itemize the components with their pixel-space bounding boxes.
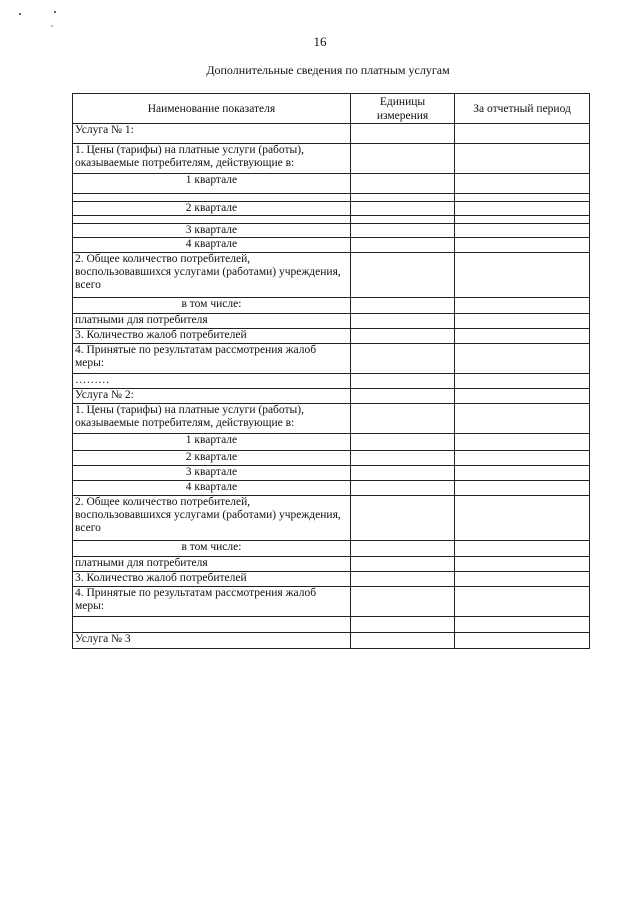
units-cell[interactable]: [350, 434, 454, 451]
reporting-period-cell[interactable]: [455, 481, 590, 496]
units-cell[interactable]: [350, 451, 454, 466]
row-label: [73, 194, 351, 202]
row-label: [73, 216, 351, 224]
row-label: 3 квартале: [73, 224, 351, 238]
row-label: Услуга № 1:: [73, 124, 351, 144]
reporting-period-cell[interactable]: [455, 298, 590, 314]
reporting-period-cell[interactable]: [455, 224, 590, 238]
units-cell[interactable]: [350, 224, 454, 238]
header-reporting-period: За отчетный период: [455, 94, 590, 124]
reporting-period-cell[interactable]: [455, 587, 590, 617]
table-row: [73, 404, 590, 434]
row-label: 4 квартале: [73, 481, 351, 496]
table-row: [73, 224, 590, 238]
reporting-period-cell[interactable]: [455, 344, 590, 374]
table-row: [73, 216, 590, 224]
row-label: 2. Общее количество потребителей, воспользовавшихся услугами (работами) учреждения, всего: [73, 496, 351, 541]
units-cell[interactable]: [350, 496, 454, 541]
row-label: Услуга № 3: [73, 633, 351, 649]
units-cell[interactable]: [350, 572, 454, 587]
reporting-period-cell[interactable]: [455, 572, 590, 587]
row-label: платными для потребителя: [73, 557, 351, 572]
reporting-period-cell[interactable]: [455, 434, 590, 451]
reporting-period-cell[interactable]: [455, 374, 590, 389]
units-cell[interactable]: [350, 587, 454, 617]
units-cell[interactable]: [350, 374, 454, 389]
table-row: [73, 314, 590, 329]
row-label: 4. Принятые по результатам рассмотрения жалоб меры:: [73, 344, 351, 374]
units-cell[interactable]: [350, 216, 454, 224]
table-row: [73, 434, 590, 451]
units-cell[interactable]: [350, 617, 454, 633]
units-cell[interactable]: [350, 253, 454, 298]
table-row: [73, 194, 590, 202]
units-cell[interactable]: [350, 329, 454, 344]
reporting-period-cell[interactable]: [455, 202, 590, 216]
row-label: платными для потребителя: [73, 314, 351, 329]
table-row: [73, 329, 590, 344]
reporting-period-cell[interactable]: [455, 216, 590, 224]
table-body: [73, 124, 590, 649]
table-row: [73, 451, 590, 466]
units-cell[interactable]: [350, 174, 454, 194]
reporting-period-cell[interactable]: [455, 253, 590, 298]
row-label: 3. Количество жалоб потребителей: [73, 572, 351, 587]
reporting-period-cell[interactable]: [455, 541, 590, 557]
reporting-period-cell[interactable]: [455, 329, 590, 344]
units-cell[interactable]: [350, 344, 454, 374]
units-cell[interactable]: [350, 298, 454, 314]
row-label: ………: [73, 374, 351, 389]
table-row: [73, 633, 590, 649]
document-title: Дополнительные сведения по платным услугам: [206, 63, 450, 77]
units-cell[interactable]: [350, 389, 454, 404]
table-row: [73, 298, 590, 314]
units-cell[interactable]: [350, 404, 454, 434]
paid-services-table: [72, 93, 590, 649]
reporting-period-cell[interactable]: [455, 144, 590, 174]
scan-specks: [0, 0, 80, 30]
row-label: 1 квартале: [73, 434, 351, 451]
header-units: Единицы измерения: [350, 94, 454, 124]
reporting-period-cell[interactable]: [455, 314, 590, 329]
reporting-period-cell[interactable]: [455, 174, 590, 194]
row-label: 2. Общее количество потребителей, воспользовавшихся услугами (работами) учреждения, всего: [73, 253, 351, 298]
reporting-period-cell[interactable]: [455, 466, 590, 481]
reporting-period-cell[interactable]: [455, 124, 590, 144]
table-row: [73, 144, 590, 174]
table-row: [73, 202, 590, 216]
table-row: [73, 541, 590, 557]
row-label: 4 квартале: [73, 238, 351, 253]
reporting-period-cell[interactable]: [455, 451, 590, 466]
units-cell[interactable]: [350, 557, 454, 572]
reporting-period-cell[interactable]: [455, 557, 590, 572]
units-cell[interactable]: [350, 202, 454, 216]
scan-speck: [19, 13, 21, 15]
row-label: 3. Количество жалоб потребителей: [73, 329, 351, 344]
table-row: [73, 466, 590, 481]
reporting-period-cell[interactable]: [455, 194, 590, 202]
table-row: [73, 374, 590, 389]
reporting-period-cell[interactable]: [455, 404, 590, 434]
scan-speck: [51, 25, 52, 26]
row-label: Услуга № 2:: [73, 389, 351, 404]
table-row: [73, 238, 590, 253]
scan-speck: [54, 11, 56, 13]
units-cell[interactable]: [350, 481, 454, 496]
row-label: в том числе:: [73, 541, 351, 557]
table-row: [73, 617, 590, 633]
header-indicator-name: Наименование показателя: [73, 94, 351, 124]
units-cell[interactable]: [350, 466, 454, 481]
row-label: в том числе:: [73, 298, 351, 314]
table-row: [73, 389, 590, 404]
table-row: [73, 557, 590, 572]
page-number: 16: [313, 34, 327, 49]
units-cell[interactable]: [350, 541, 454, 557]
row-label: 1 квартале: [73, 174, 351, 194]
units-cell[interactable]: [350, 194, 454, 202]
reporting-period-cell[interactable]: [455, 389, 590, 404]
units-cell[interactable]: [350, 314, 454, 329]
table-row: [73, 587, 590, 617]
row-label: 3 квартале: [73, 466, 351, 481]
table-header-row: [73, 94, 590, 124]
table-row: [73, 344, 590, 374]
row-label: 1. Цены (тарифы) на платные услуги (работы), оказываемые потребителям, действующие в:: [73, 144, 351, 174]
table-row: [73, 496, 590, 541]
row-label: 2 квартале: [73, 202, 351, 216]
units-cell[interactable]: [350, 144, 454, 174]
row-label: [73, 617, 351, 633]
reporting-period-cell[interactable]: [455, 496, 590, 541]
row-label: 2 квартале: [73, 451, 351, 466]
units-cell[interactable]: [350, 238, 454, 253]
units-cell[interactable]: [350, 124, 454, 144]
row-label: 4. Принятые по результатам рассмотрения жалоб меры:: [73, 587, 351, 617]
units-cell[interactable]: [350, 633, 454, 649]
reporting-period-cell[interactable]: [455, 617, 590, 633]
table-row: [73, 481, 590, 496]
table-row: [73, 572, 590, 587]
reporting-period-cell[interactable]: [455, 633, 590, 649]
table-row: [73, 124, 590, 144]
row-label: 1. Цены (тарифы) на платные услуги (работы), оказываемые потребителям, действующие в:: [73, 404, 351, 434]
reporting-period-cell[interactable]: [455, 238, 590, 253]
table-row: [73, 174, 590, 194]
table-row: [73, 253, 590, 298]
